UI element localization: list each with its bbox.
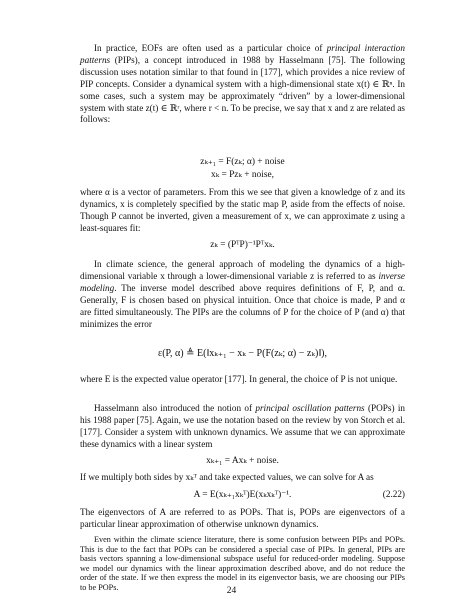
p3-text-a: In climate science, the general approach of modeling the dynamics of a high-dimensional variable x through a lower-dimensional variable z is referred to as: [80, 259, 405, 281]
equation-linear-system: xₖ₊₁ = Axₖ + noise.: [206, 456, 279, 466]
page-number: 24: [226, 586, 237, 596]
p1-text-b: (PIPs), a concept introduced in 1988 by Hasselmann [75]. The following discussion uses notation similar to that found in [177], which provides a nice review of PIP concepts. Consider a dynamical system with a high-dimensional state x(t) ∈ ℝⁿ. In some cases, such a system may be approximately “driven” by a lower-dimensional system with state z(t) ∈ ℝʳ, where r < n. To be precise, we say that x and z are related as follows:: [80, 54, 405, 125]
equation-number: (2.22): [382, 489, 405, 499]
p5-text-b: (POPs) in his 1988 paper [75]. Again, we use the notation based on the review by von Storch et al. [177]. Consider a system with unknown dynamics. We assume that we can approximate these dynamics with a linear system: [80, 403, 405, 449]
paragraph-pops-intro: [80, 403, 405, 451]
p1-emphasis: principal interaction patterns: [80, 43, 405, 65]
equation-state-z: zₖ₊₁ = F(zₖ; α) + noise: [200, 157, 285, 167]
paragraph-parameters: where α is a vector of parameters. From this we see that given a knowledge of z and its dynamics, x is completely specified by the static map P, aside from the effects of noise. Though P cannot be inverted, given a measurement of x, we can approximate z using a least-squares fit:: [80, 187, 405, 233]
p3-emphasis: inverse modeling: [80, 270, 405, 293]
p5-emphasis: principal oscillation patterns: [255, 403, 365, 413]
paragraph-pips-intro: [80, 43, 405, 126]
paragraph-expected-value: where E is the expected value operator [177]. In general, the choice of P is not unique.: [80, 374, 398, 384]
equation-state-x: xₖ = Pzₖ + noise,: [211, 170, 274, 180]
paragraph-inverse-modeling: [80, 259, 405, 330]
equation-error: ε(P, α) ≜ E(‖xₖ₊₁ − xₖ − P(F(zₖ; α) − zₖ)‖),: [158, 348, 327, 359]
p5-text-a: Hasselmann also introduced the notion of: [94, 403, 256, 413]
paragraph-confusion: Even within the climate science literature, there is some confusion between PIPs and POPs. This is due to the fact that POPs can be considered a special case of PIPs. In general, PIPs are basis vectors spanning a low-dimensional subspace useful for reduced-order modeling. Suppose we model our dynamics with the linear approximation described above, and do not reduce the order of the state. If we then express the model in its eigenvector basis, we are choosing our PIPs to be POPs.: [80, 535, 405, 592]
p3-text-b: . The inverse model described above requires definitions of F, P, and α. Generally, F is chosen based on physical intuition. Once that choice is made, P and α are fitted simultaneously. The PIPs are the columns of P for the choice of P (and α) that minimizes the error: [80, 282, 405, 329]
p1-text-a: In practice, EOFs are often used as a particular choice of: [94, 43, 327, 53]
equation-least-squares: zₖ = (PᵀP)⁻¹Pᵀxₖ.: [210, 240, 275, 250]
paragraph-multiply: If we multiply both sides by xₖᵀ and take expected values, we can solve for A as: [80, 472, 374, 482]
equation-2-22: A = E(xₖ₊₁xₖᵀ)E(xₖxₖᵀ)⁻¹.: [193, 490, 292, 500]
paragraph-eigenvectors: The eigenvectors of A are referred to as POPs. That is, POPs are eigenvectors of a particular linear approximation of otherwise unknown dynamics.: [80, 507, 405, 529]
